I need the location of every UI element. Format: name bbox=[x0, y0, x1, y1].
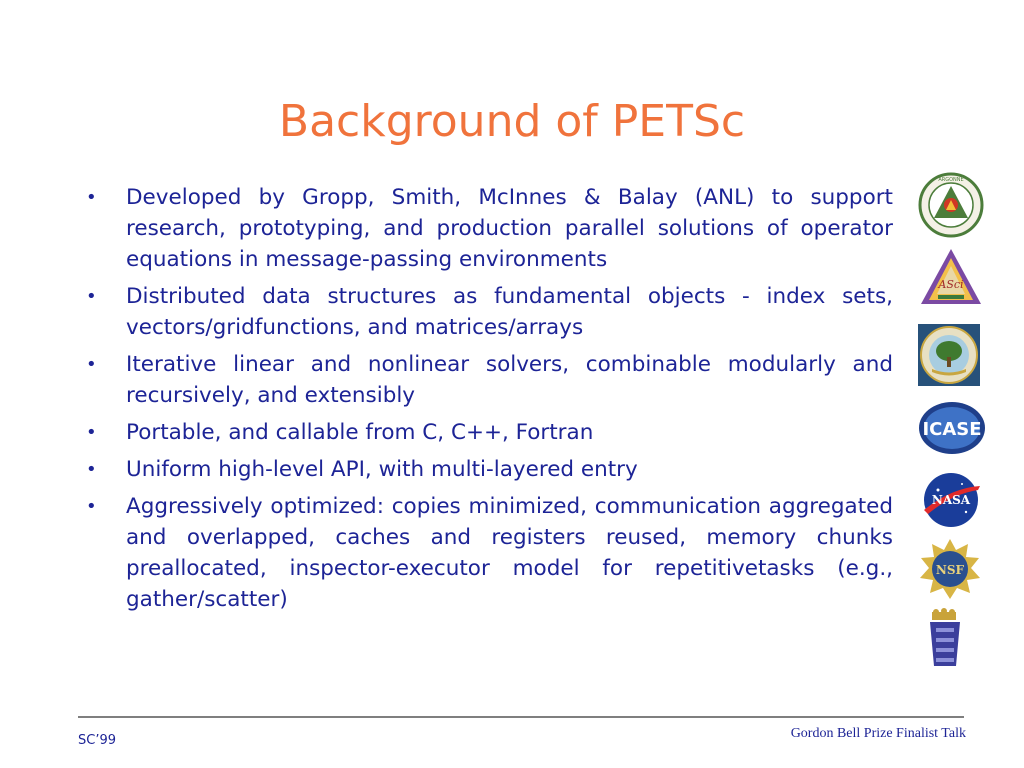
svg-text:ICASE: ICASE bbox=[922, 419, 982, 440]
bullet-text: Uniform high-level API, with multi-layered entry bbox=[126, 457, 638, 482]
bullet-text: Iterative linear and nonlinear solvers, combinable modularly and recursively, and extensibly bbox=[126, 352, 893, 408]
argonne-logo bbox=[918, 172, 984, 238]
bullet-item bbox=[84, 491, 893, 615]
bullet-marker: • bbox=[86, 422, 97, 443]
bullet-item bbox=[84, 349, 893, 411]
bullet-text: Portable, and callable from C, C++, Fortran bbox=[126, 420, 594, 445]
footer-divider bbox=[78, 716, 964, 718]
slide-title: Background of PETSc bbox=[278, 96, 746, 147]
bullet-text: Aggressively optimized: copies minimized, communication aggregated and overlapped, caches and registers reused, memory chunks preallocated, inspector-executor model for repetitivetasks (e.g., gather/scatter) bbox=[126, 494, 893, 612]
svg-text:NSF: NSF bbox=[935, 563, 965, 577]
asci-logo bbox=[918, 246, 984, 308]
bullet-text: Developed by Gropp, Smith, McInnes & Balay (ANL) to support research, prototyping, and production parallel solutions of operator equations in message-passing environments bbox=[126, 185, 893, 272]
tower-logo bbox=[918, 608, 970, 668]
bullet-list bbox=[84, 182, 893, 621]
bullet-marker: • bbox=[86, 354, 97, 375]
icase-logo bbox=[918, 400, 986, 456]
svg-text:ASci: ASci bbox=[938, 278, 964, 291]
svg-text:NASA: NASA bbox=[931, 493, 971, 507]
footer-talk-label: Gordon Bell Prize Finalist Talk bbox=[790, 726, 966, 741]
bullet-marker: • bbox=[86, 187, 97, 208]
bullet-item bbox=[84, 281, 893, 343]
footer-conference-label: SC’99 bbox=[78, 733, 117, 748]
bullet-item bbox=[84, 417, 893, 448]
bullet-marker: • bbox=[86, 459, 97, 480]
svg-text:ARGONNE: ARGONNE bbox=[938, 177, 964, 183]
bullet-item bbox=[84, 182, 893, 275]
nsf-logo bbox=[918, 538, 982, 600]
bullet-marker: • bbox=[86, 496, 97, 517]
bullet-text: Distributed data structures as fundamental objects - index sets, vectors/gridfunctions, and matrices/arrays bbox=[126, 284, 893, 340]
doe-logo bbox=[918, 324, 980, 386]
nasa-logo bbox=[918, 470, 984, 530]
bullet-marker: • bbox=[86, 286, 97, 307]
bullet-item bbox=[84, 454, 893, 485]
